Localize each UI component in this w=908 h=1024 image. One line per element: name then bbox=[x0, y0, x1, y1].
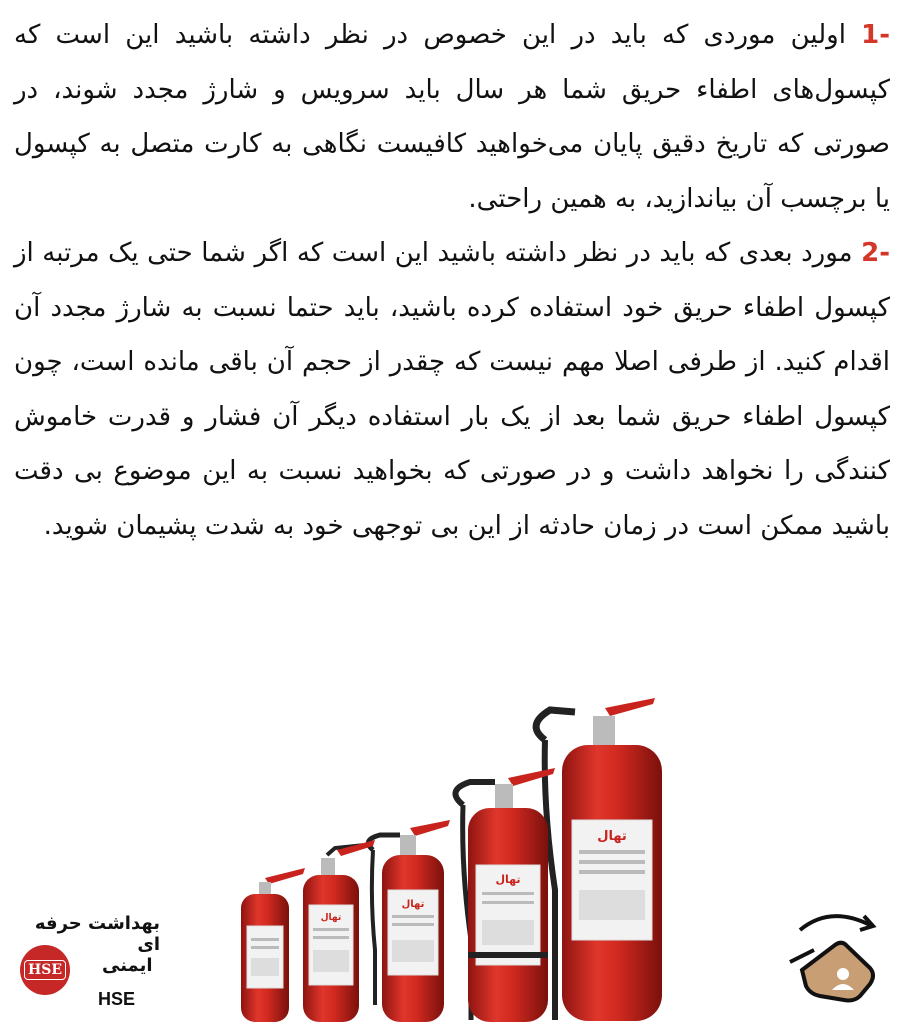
paragraph-text: اولین موردی که باید در این خصوص در نظر داشته باشید این است که کپسول‌های اطفاء حریق شما هر سال باید سرویس و شارژ مجدد شوند، در صورتی که تاریخ دقیق پایان می‌خواهید کافیست نگاهی به کارت متصل به کپسول یا برچسب آن بیاندازید، به همین راحتی. bbox=[14, 20, 890, 214]
user-head bbox=[837, 968, 849, 980]
article-body bbox=[14, 8, 890, 553]
extinguisher-4 bbox=[368, 820, 450, 1022]
extinguisher-3 bbox=[303, 840, 375, 1022]
brand-subtitle: ایمنی bbox=[102, 955, 153, 976]
finger bbox=[790, 950, 814, 962]
label-brand: تهال bbox=[320, 913, 342, 923]
fire-extinguishers-image bbox=[225, 690, 685, 1024]
swipe-hand-icon[interactable] bbox=[780, 900, 890, 1010]
paragraph-number: -2 bbox=[861, 238, 890, 268]
extinguisher-5 bbox=[455, 768, 555, 1022]
extinguisher-6 bbox=[536, 698, 662, 1021]
label-brand: تهال bbox=[597, 829, 627, 844]
paragraph-1 bbox=[14, 8, 890, 226]
paragraph-2 bbox=[14, 226, 890, 553]
paragraph-number: -1 bbox=[861, 20, 891, 50]
label-brand: تهال bbox=[401, 899, 425, 910]
extinguisher-2 bbox=[241, 868, 305, 1022]
hse-logo bbox=[20, 945, 70, 995]
brand-watermark bbox=[10, 905, 160, 1020]
brand-title: بهداشت حرفه ای bbox=[34, 913, 160, 955]
hse-logo-text: HSE bbox=[24, 960, 66, 980]
label-brand: تهال bbox=[495, 873, 521, 886]
swipe-arrow bbox=[800, 916, 870, 930]
brand-hse-text: HSE bbox=[98, 989, 136, 1009]
paragraph-text: مورد بعدی که باید در نظر داشته باشید این است که اگر شما حتی یک مرتبه از کپسول اطفاء حریق خود استفاده کرده باشید، باید حتما نسبت به شارژ مجدد آن اقدام کنید. از طرفی اصلا مهم نیست که چقدر از حجم آن باقی مانده است، چون کپسول اطفاء حریق شما بعد از یک بار استفاده دیگر آن فشار و قدرت خاموش کنندگی را نخواهد داشت و در صورتی که بخواهید نسبت به این موضوع بی دقت باشید ممکن است در زمان حادثه از این بی توجهی خود به شدت پشیمان شوید. bbox=[14, 238, 890, 541]
